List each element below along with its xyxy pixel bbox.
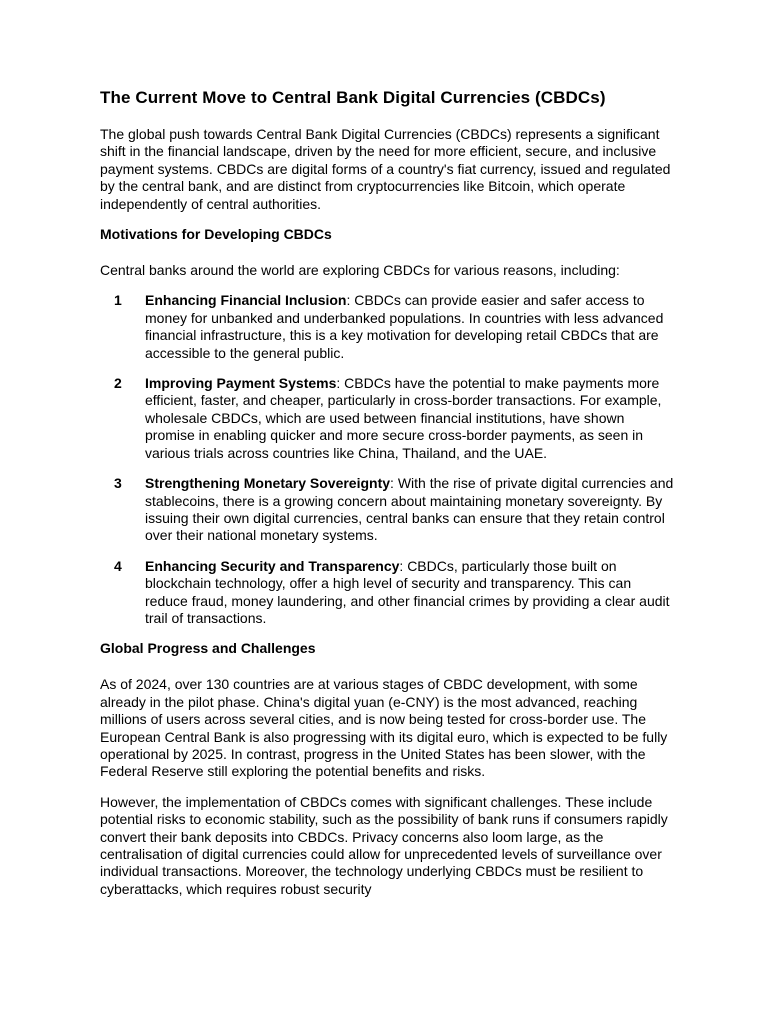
progress-paragraph-2: However, the implementation of CBDCs comes with significant challenges. These include potential risks to economic stability, such as the possibility of bank runs if consumers rapidly convert their bank deposits into CBDCs. Privacy concerns also loom large, as the centralisation of digital currencies could allow for unprecedented levels of surveillance over individual transactions. Moreover, the technology underlying CBDCs must be resilient to cyberattacks, which requires robust security — [100, 793, 668, 897]
list-item — [100, 475, 676, 545]
list-item-text: : CBDCs have the potential to make payments more efficient, faster, and cheaper, particularly in cross-border transactions. For example, wholesale CBDCs, which are used between financial institutions, have shown promise in enabling quicker and more secure cross-border payments, as seen in various trials across countries like China, Thailand, and the UAE. — [145, 375, 662, 461]
list-item-number: 2 — [114, 375, 122, 392]
page-title: The Current Move to Central Bank Digital Currencies (CBDCs) — [100, 88, 606, 107]
section-heading-progress: Global Progress and Challenges — [100, 640, 316, 657]
list-item-body — [145, 292, 676, 362]
list-item-text: : CBDCs, particularly those built on blockchain technology, offer a high level of security and transparency. This can reduce fraud, money laundering, and other financial crimes by providing a clear audit trail of transactions. — [145, 557, 670, 626]
list-item-text: : With the rise of private digital currencies and stablecoins, there is a growing concern about maintaining monetary sovereignty. By issuing their own digital currencies, central banks can ensure that they retain control over their national monetary systems. — [145, 475, 674, 544]
list-item-term: Enhancing Financial Inclusion — [145, 292, 347, 309]
motivations-lead: Central banks around the world are exploring CBDCs for various reasons, including: — [100, 262, 620, 279]
intro-paragraph: The global push towards Central Bank Digital Currencies (CBDCs) represents a significant shift in the financial landscape, driven by the need for more efficient, secure, and inclusive payment systems. CBDCs are digital forms of a country's fiat currency, issued and regulated by the central bank, and are distinct from cryptocurrencies like Bitcoin, which operate independently of central authorities. — [100, 126, 671, 212]
list-item-term: Improving Payment Systems — [145, 375, 337, 392]
list-item-text: : CBDCs can provide easier and safer access to money for unbanked and underbanked populations. In countries with less advanced financial infrastructure, this is a key motivation for developing retail CBDCs that are accessible to the general public. — [145, 292, 664, 361]
list-item — [100, 558, 676, 628]
section-heading-motivations: Motivations for Developing CBDCs — [100, 226, 332, 243]
list-item-number: 3 — [114, 475, 122, 492]
list-item-body — [145, 558, 676, 628]
list-item-body — [145, 475, 676, 545]
list-item-number: 4 — [114, 557, 122, 574]
list-item-body — [145, 375, 676, 462]
list-item — [100, 292, 676, 362]
list-item — [100, 375, 676, 462]
list-item-number: 1 — [114, 292, 122, 309]
motivations-list — [100, 292, 676, 627]
progress-paragraph-1: As of 2024, over 130 countries are at various stages of CBDC development, with some already in the pilot phase. China's digital yuan (e-CNY) is the most advanced, reaching millions of users across several cities, and is now being tested for cross-border use. The European Central Bank is also progressing with its digital euro, which is expected to be fully operational by 2025. In contrast, progress in the United States has been slower, with the Federal Reserve still exploring the potential benefits and risks. — [100, 676, 668, 780]
list-item-term: Enhancing Security and Transparency — [145, 557, 400, 574]
list-item-term: Strengthening Monetary Sovereignty — [145, 475, 391, 492]
